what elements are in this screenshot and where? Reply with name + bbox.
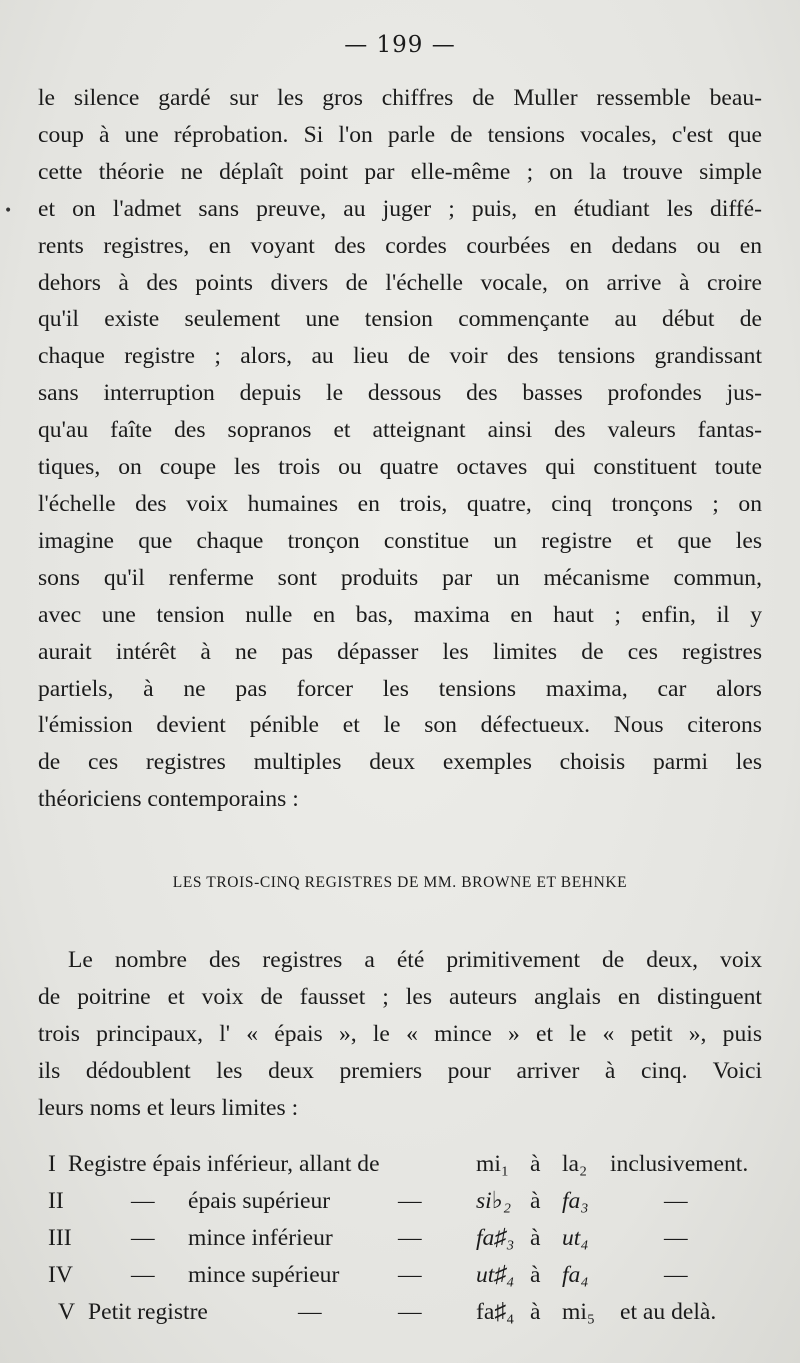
register-number: III [48,1225,72,1251]
margin-dot: • [4,203,13,219]
ditto-dash: — [664,1188,688,1214]
text-line: trois principaux, l' « épais », le « mince » et le « petit », puis [38,1020,762,1047]
register-from: fa♯₄ [476,1299,515,1325]
register-number: I [48,1151,56,1177]
text-line: chaque registre ; alors, au lieu de voir des tensions grandissant [38,343,762,370]
text-line: aurait intérêt à ne pas dépasser les limites de ces registres [38,638,762,665]
register-a: à [530,1151,541,1177]
register-a: à [530,1188,541,1214]
register-from: fa♯₃ [476,1225,515,1251]
register-a: à [530,1262,541,1288]
register-name: Petit registre [88,1299,208,1325]
ditto-dash: — [131,1225,155,1251]
ditto-dash: — [398,1225,422,1251]
ditto-dash: — [664,1225,688,1251]
text-line: coup à une réprobation. Si l'on parle de tensions vocales, c'est que [38,121,762,148]
ditto-dash: — [131,1262,155,1288]
ditto-dash: — [398,1262,422,1288]
text-line: l'émission devient pénible et le son défectueux. Nous citerons [38,712,762,739]
text-line: rents registres, en voyant des cordes courbées en dedans ou en [38,232,762,259]
register-from: ut♯₄ [476,1262,515,1288]
text-line: l'échelle des voix humaines en trois, quatre, cinq tronçons ; on [38,490,762,517]
text-line: théoriciens contemporains : [38,786,299,813]
register-row [38,1183,778,1220]
paragraph-2 [38,942,762,1127]
text-line: et on l'admet sans preuve, au juger ; puis, en étudiant les diffé- [38,195,762,222]
register-end: inclusivement. [610,1151,749,1177]
register-row [38,1257,778,1294]
registers-table [38,1146,778,1331]
text-line: leurs noms et leurs limites : [38,1094,299,1121]
text-line: cette théorie ne déplaît point par elle-même ; on la trouve simple [38,158,762,185]
register-from: si♭₂ [476,1188,512,1214]
register-end: et au delà. [620,1299,717,1325]
paragraph-1 [38,80,762,818]
text-line: dehors à des points divers de l'échelle vocale, on arrive à croire [38,269,762,296]
register-name: épais supérieur [188,1188,331,1214]
section-heading: LES TROIS-CINQ REGISTRES DE MM. BROWNE ET BEHNKE [172,874,628,891]
register-number: II [48,1188,64,1214]
register-name: Registre épais inférieur, allant de [68,1151,380,1177]
text-line: sans interruption depuis le dessous des basses profondes jus- [38,380,762,407]
register-to: mi₅ [562,1299,596,1325]
text-line: le silence gardé sur les gros chiffres de Muller ressemble beau- [38,85,762,111]
register-name: mince inférieur [188,1225,333,1251]
text-line: tiques, on coupe les trois ou quatre octaves qui constituent toute [38,454,762,481]
text-line: sons qu'il renferme sont produits par un mécanisme commun, [38,564,762,591]
register-row [38,1220,778,1257]
register-name: mince supérieur [188,1262,340,1288]
register-from: mi₁ [476,1151,510,1177]
register-row [38,1146,778,1183]
text-line: ils dédoublent les deux premiers pour arriver à cinq. Voici [38,1057,762,1084]
text-line: qu'il existe seulement une tension commençante au début de [38,306,762,333]
register-a: à [530,1225,541,1251]
register-number: IV [48,1262,73,1288]
text-line: de ces registres multiples deux exemples choisis parmi les [38,749,762,776]
register-to: fa₃ [562,1188,589,1214]
text-line: Le nombre des registres a été primitivement de deux, voix [68,947,762,973]
register-to: la₂ [562,1151,588,1177]
ditto-dash: — [131,1188,155,1214]
text-line: imagine que chaque tronçon constitue un registre et que les [38,527,762,554]
register-to: ut₄ [562,1225,589,1251]
ditto-dash: — [298,1299,322,1325]
register-row [38,1294,778,1331]
text-line: partiels, à ne pas forcer les tensions maxima, car alors [38,675,762,702]
ditto-dash: — [664,1262,688,1288]
register-to: fa₄ [562,1262,589,1288]
register-number: V [58,1299,76,1325]
text-line: avec une tension nulle en bas, maxima en haut ; enfin, il y [38,601,762,628]
ditto-dash: — [398,1188,422,1214]
register-a: à [530,1299,541,1325]
ditto-dash: — [398,1299,422,1325]
text-line: qu'au faîte des sopranos et atteignant ainsi des valeurs fantas- [38,417,762,444]
page-number: — 199 — [344,32,456,58]
text-line: de poitrine et voix de fausset ; les auteurs anglais en distinguent [38,983,762,1010]
